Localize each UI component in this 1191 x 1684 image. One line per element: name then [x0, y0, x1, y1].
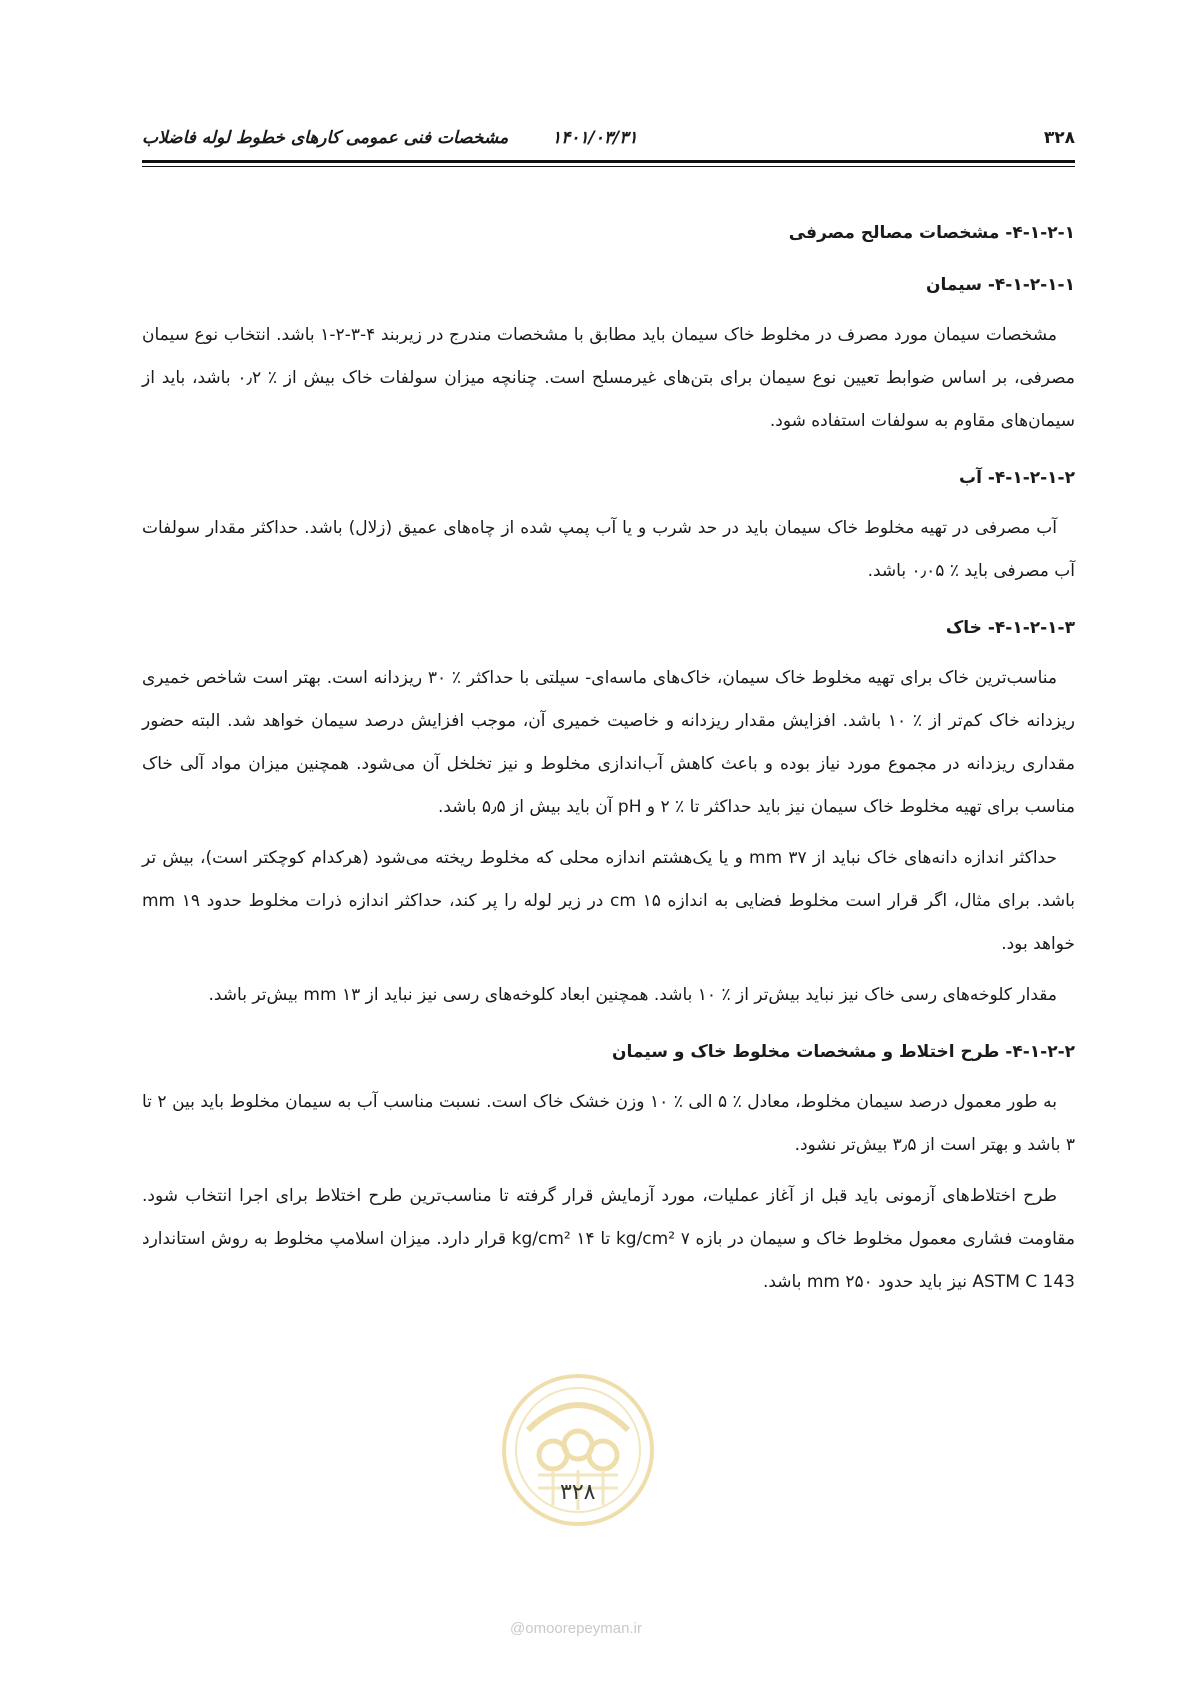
header-date: ۱۴۰۱/۰۳/۳۱: [552, 128, 638, 148]
page-header: [142, 128, 1075, 152]
header-rule-thick: [142, 160, 1075, 163]
logo-stamp-icon: [498, 1370, 658, 1530]
header-page-number: ۳۲۸: [1043, 128, 1075, 148]
paragraph-soil-2: حداکثر اندازه دانه‌های خاک نباید از mm ۳۷ و یا یک‌هشتم اندازه محلی که مخلوط ریخته می‌شود (هرکدام کوچکتر است)، بیش تر باشد. برای مثال، اگر قرار است مخلوط فضایی به اندازه cm ۱۵ در زیر لوله را پر کند، حداکثر اندازه ذرات مخلوط حدود mm ۱۹ خواهد بود.: [142, 848, 1075, 954]
section-title-cement: ۴-۱-۲-۱-۱- سیمان: [925, 275, 1075, 295]
paragraph-cement: مشخصات سیمان مورد مصرف در مخلوط خاک سیمان باید مطابق با مشخصات مندرج در زیربند ۴-۳-۲-۱ باشد. انتخاب نوع سیمان مصرفی، بر اساس ضوابط تعیین نوع سیمان برای بتن‌های غیرمسلح است. چنانچه میزان سولفات خاک بیش از ٪ ۰٫۲ باشد، باید از سیمان‌های مقاوم به سولفات استفاده شود.: [142, 325, 1076, 431]
paragraph-soil-1: مناسب‌ترین خاک برای تهیه مخلوط خاک سیمان، خاک‌های ماسه‌ای- سیلتی با حداکثر ٪ ۳۰ ریزدانه است. بهتر است شاخص خمیری ریزدانه خاک کم‌تر از ٪ ۱۰ باشد. افزایش مقدار ریزدانه و خاصیت خمیری آن، موجب افزایش درصد سیمان خواهد شد. البته حضور مقداری ریزدانه در مجموع مورد نیاز بوده و باعث کاهش آب‌اندازی مخلوط و نیز تخلخل آن می‌شود. همچنین میزان مواد آلی خاک مناسب برای تهیه مخلوط خاک سیمان نیز باید حداکثر تا ٪ ۲ و pH آن باید بیش از ۵٫۵ باشد.: [142, 668, 1075, 817]
header-rule-thin: [142, 166, 1075, 167]
paragraph-soil-3: مقدار کلوخه‌های رسی خاک نیز نباید بیش‌تر از ٪ ۱۰ باشد. همچنین ابعاد کلوخه‌های رسی نیز نباید از mm ۱۳ بیش‌تر باشد.: [208, 985, 1057, 1005]
page-body: [142, 218, 1075, 1312]
header-document-title: مشخصات فنی عمومی کارهای خطوط لوله فاضلاب: [142, 128, 509, 148]
section-title-water: ۴-۱-۲-۱-۲- آب: [959, 468, 1075, 488]
paragraph-water: آب مصرفی در تهیه مخلوط خاک سیمان باید در حد شرب و یا آب پمپ شده از چاه‌های عمیق (زلال) باشد. حداکثر مقدار سولفات آب مصرفی باید ٪ ۰٫۰۵ باشد.: [142, 518, 1075, 581]
section-title-mix-design: ۴-۱-۲-۲- طرح اختلاط و مشخصات مخلوط خاک و سیمان: [612, 1042, 1075, 1062]
section-title-soil: ۴-۱-۲-۱-۳- خاک: [945, 618, 1075, 638]
paragraph-mix-1: به طور معمول درصد سیمان مخلوط، معادل ٪ ۵ الی ٪ ۱۰ وزن خشک خاک است. نسبت مناسب آب به سیمان مخلوط باید بین ۲ تا ۳ باشد و بهتر است از ۳٫۵ بیش‌تر نشود.: [142, 1092, 1075, 1155]
paragraph-mix-2: طرح اختلاط‌های آزمونی باید قبل از آغاز عملیات، مورد آزمایش قرار گرفته تا مناسب‌ترین طرح اختلاط برای اجرا انتخاب شود. مقاومت فشاری معمول مخلوط خاک و سیمان در بازه ۷ kg/cm² تا ۱۴ kg/cm² قرار دارد. میزان اسلامپ مخلوط به روش استاندارد ASTM C 143 نیز باید حدود mm ۲۵۰ باشد.: [142, 1186, 1075, 1292]
watermark-text: @omoorepeyman.ir: [510, 1620, 642, 1637]
stamp-page-number: ۳۲۸: [560, 1480, 596, 1505]
section-title-materials: ۴-۱-۲-۱- مشخصات مصالح مصرفی: [788, 223, 1075, 243]
